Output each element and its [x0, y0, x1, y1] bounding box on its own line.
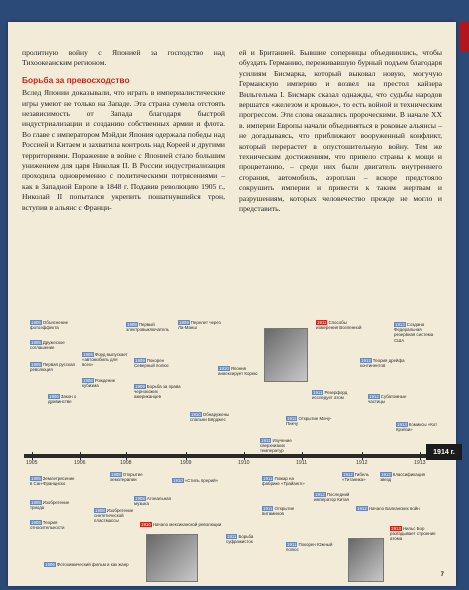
- bottom-event: [390, 526, 438, 542]
- timeline-tick: [362, 452, 363, 460]
- section-heading: Борьба за превосходство: [22, 74, 130, 85]
- event-text: Начало мексиканской революции: [152, 522, 222, 527]
- event-text: Первый электровыключатель: [126, 322, 169, 333]
- right-column: [239, 48, 442, 308]
- event-year: 1911: [313, 390, 323, 395]
- timeline-axis: [24, 454, 439, 458]
- event-text: Перелет через Ла-Манш: [178, 320, 221, 331]
- event-text: Последний император Китая: [314, 492, 350, 503]
- event-text: Форд выпускает «автомобиль для всех»: [82, 352, 128, 368]
- bottom-event: [30, 476, 78, 486]
- year-label: 1909: [180, 460, 192, 466]
- event-year: 1912: [369, 394, 379, 399]
- event-text: Субатомные частицы: [368, 394, 407, 405]
- top-event: [396, 422, 444, 432]
- bottom-event: [226, 534, 274, 544]
- event-year: 1909: [135, 384, 145, 389]
- year-label: 1905: [26, 460, 38, 466]
- right-paragraph: ей и Британией. Бывшие соперницы объединились, чтобы обуздать Германию, переживавшую бурный подъем благодаря усилиям Бисмарка, который выковал новую, могучую Германскую империю и возвел на престол кайзера Вильгельма I. Бисмарк сказал однажды, что судьбы народов вершатся «железом и кровью», то есть войной и техническим прогрессом. Эти слова оказались пророческими. В начале XX в. империи Европы начали объединяться в роковые альянсы – не догадываясь, что приближают вооруженный конфликт, который перерастет в опустошительную войну. Тем же техническим достижениям, что привело страны к мощи и процветанию, – среди них были двигатель внутреннего сгорания, автомобиль, аэроплан – вскоре предстояло сокрушить империи и привести к таким жертвам и разрушениям, которых человечество прежде не могло и представить.: [239, 48, 442, 214]
- top-event: [286, 416, 334, 426]
- top-event: [312, 390, 360, 400]
- year-label: 1913: [414, 460, 426, 466]
- crowd-photo: [146, 534, 198, 582]
- top-event: [30, 320, 78, 330]
- event-year: 1908: [95, 508, 105, 513]
- event-year: 1909: [179, 320, 189, 325]
- event-text: Изобретение триода: [30, 500, 70, 511]
- event-text: Объяснение фотоэффекта: [30, 320, 69, 331]
- bottom-event: [30, 500, 78, 510]
- event-year: 1911: [287, 416, 297, 421]
- event-year: 1905: [31, 320, 41, 325]
- event-text: Изобретение синтетической пластмассы: [94, 508, 134, 524]
- timeline: [8, 292, 456, 586]
- year-label: 1906: [74, 460, 86, 466]
- timeline-tick: [244, 452, 245, 460]
- event-year: 1905: [31, 476, 41, 481]
- bohr-portrait: [348, 538, 384, 582]
- top-event: [82, 352, 130, 368]
- year-badge: 1914 г.: [426, 444, 462, 460]
- event-year: 1913: [391, 526, 401, 531]
- event-text: Атональная музыка: [134, 496, 171, 507]
- left-column: [22, 48, 225, 308]
- page-number: 7: [440, 572, 444, 578]
- year-label: 1908: [120, 460, 132, 466]
- year-label: 1911: [296, 460, 308, 466]
- bottom-event: [286, 542, 334, 552]
- event-year: 1905: [31, 520, 41, 525]
- event-year: 1906: [45, 562, 55, 567]
- event-text: Нильс Бор разгадывает строение атома: [390, 526, 436, 542]
- event-text: Первая русская революция: [30, 362, 75, 373]
- bottom-event: [30, 520, 78, 530]
- bottom-event: [172, 478, 220, 483]
- event-text: Способы измерения Вселенной: [316, 320, 362, 331]
- event-text: Борьба суфражисток: [226, 534, 254, 545]
- top-event: [394, 322, 442, 343]
- top-event: [260, 438, 308, 454]
- event-year: 1910: [141, 522, 151, 527]
- top-event: [360, 358, 408, 368]
- top-event: [134, 358, 182, 368]
- event-year: 1911: [261, 438, 271, 443]
- top-event: [30, 362, 78, 372]
- event-text: Землетрясение в Сан-Франциско: [30, 476, 75, 487]
- event-year: 1908: [127, 322, 137, 327]
- top-event: [30, 340, 78, 350]
- event-year: 1911: [287, 542, 297, 547]
- event-text: Создана Федеральная резервная система США: [394, 322, 434, 343]
- event-text: Гибель «Титаника»: [342, 472, 369, 483]
- bottom-event: [110, 472, 158, 482]
- event-text: «Стиль прерий»: [184, 478, 218, 483]
- top-event: [134, 384, 182, 400]
- timeline-tick: [80, 452, 81, 460]
- event-text: Изучение сверхнизких температур: [260, 438, 292, 454]
- event-text: Япония аннексирует Корею: [218, 366, 258, 377]
- top-event: [368, 394, 416, 404]
- event-year: 1908: [83, 378, 93, 383]
- event-year: 1912: [381, 472, 391, 477]
- event-year: 1908: [135, 496, 145, 501]
- bottom-event: [94, 508, 142, 524]
- event-year: 1912: [315, 492, 325, 497]
- event-year: 1905: [31, 340, 41, 345]
- event-year: 1913: [397, 422, 407, 427]
- scientist-portrait: [264, 328, 308, 382]
- bottom-event: [262, 506, 310, 516]
- event-year: 1906: [49, 394, 59, 399]
- text-area: [22, 48, 442, 308]
- event-text: Закон о дривинстве: [48, 394, 77, 405]
- top-event: [178, 320, 226, 330]
- intro-text: пролитную войну с Японией за господство над Тихоокеанским регионом.: [22, 48, 225, 68]
- event-year: 1905: [31, 362, 41, 367]
- event-year: 1912: [357, 506, 367, 511]
- event-text: Начало Балканских войн: [368, 506, 420, 511]
- event-text: Пожар на фабрике «Трайангл»: [262, 476, 305, 487]
- event-year: 1912: [361, 358, 371, 363]
- top-event: [190, 412, 238, 422]
- event-year: 1910: [173, 478, 183, 483]
- top-event: [82, 378, 130, 388]
- bottom-event: [314, 492, 362, 502]
- event-year: 1911: [263, 506, 273, 511]
- bottom-event: [44, 562, 144, 567]
- year-label: 1912: [356, 460, 368, 466]
- event-text: Теория дрейфа континентов: [360, 358, 405, 369]
- event-year: 1911: [263, 476, 273, 481]
- event-year: 1912: [343, 472, 353, 477]
- timeline-tick: [186, 452, 187, 460]
- event-year: 1913: [395, 322, 405, 327]
- bottom-event: [380, 472, 428, 482]
- timeline-tick: [32, 452, 33, 460]
- event-year: 1910: [219, 366, 229, 371]
- top-event: [218, 366, 266, 376]
- event-text: Классификация звезд: [380, 472, 426, 483]
- event-year: 1908: [111, 472, 121, 477]
- event-text: Покорен Южный полюс: [286, 542, 333, 553]
- top-event: [316, 320, 364, 330]
- event-text: Открытие витаминов: [262, 506, 295, 517]
- bottom-event: [134, 496, 182, 506]
- bottom-event: [356, 506, 426, 511]
- event-year: 1910: [191, 412, 201, 417]
- year-label: 1910: [238, 460, 250, 466]
- event-year: 1905: [31, 500, 41, 505]
- event-text: Покорен Северный полюс: [134, 358, 169, 369]
- event-text: Обнаружены спальни Бёрджес: [190, 412, 230, 423]
- event-year: 1908: [83, 352, 93, 357]
- event-text: Дружеское соглашение: [30, 340, 65, 351]
- event-text: Борьба за права чернокожих американцев: [134, 384, 181, 400]
- bottom-event: [140, 522, 230, 527]
- event-year: 1911: [227, 534, 237, 539]
- left-paragraph: Вслед Японии доказывали, что играть в империалистические игры умеют не только на Западе. Эта страна сумела отстоять независимость от Запада благодаря быстрой индустриализации и созданию собственных армии и флота. Во главе с императором Мэйдзи Япония одержала победы над Россией и Китаем и захватила контроль над Кореей и другими территориями. Поражение в войне с Японией стало большим унижением для царя Николая II. В России индустриализация проходила одновременно с политическими потрясениями – как в Западной Европе в 1848 г. Подавив революцию 1905 г., Николай II попытался укрепить пошатнувшийся трон, вступив в альянс с Франци-: [22, 88, 225, 212]
- timeline-tick: [126, 452, 127, 460]
- event-year: 1911: [317, 320, 327, 325]
- event-text: Открытие хемотерапии: [110, 472, 143, 483]
- event-text: Резерфорд исследует атом: [312, 390, 348, 401]
- top-event: [126, 322, 174, 332]
- event-text: Рождение кубизма: [82, 378, 116, 389]
- event-text: Теория относительности: [30, 520, 65, 531]
- timeline-tick: [420, 452, 421, 460]
- corner-accent: [459, 22, 469, 52]
- top-event: [48, 394, 96, 404]
- book-page: [8, 22, 456, 586]
- event-text: Фотохимический фильм и как жанр: [56, 562, 129, 567]
- event-year: 1909: [135, 358, 145, 363]
- event-text: Комиксы «Кот Крэйзи»: [396, 422, 438, 433]
- event-text: Открытие Мачу-Пикчу: [286, 416, 332, 427]
- bottom-event: [262, 476, 310, 486]
